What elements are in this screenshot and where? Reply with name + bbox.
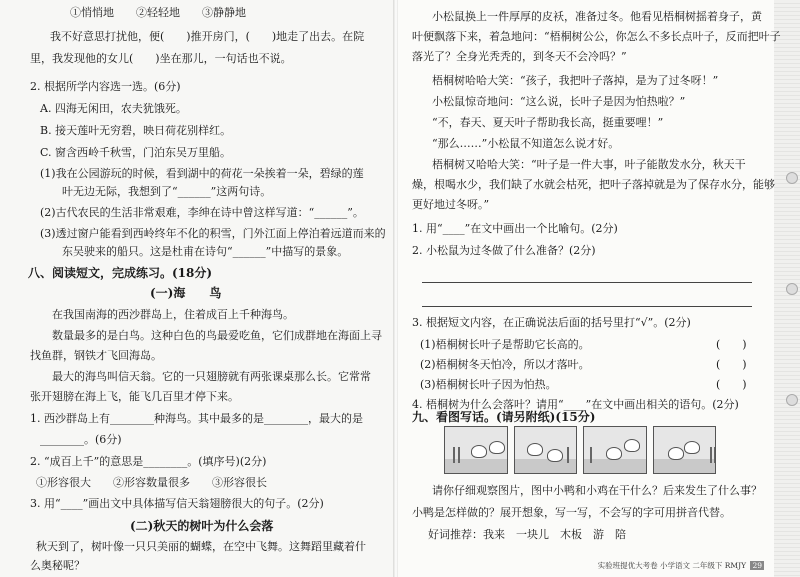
story-2-question-3: 3. 根据短文内容，在正确说法后面的括号里打“√”。(2分)	[412, 316, 691, 329]
story-2-para-1b: 么奥秘呢？	[30, 559, 85, 572]
answer-line	[422, 282, 752, 283]
story-1-question-2-options: ①形容很大 ②形容数量很多 ③形容很长	[36, 476, 267, 489]
section-9-heading: 九、看图写话。(请另附纸)(15分)	[412, 410, 596, 424]
option-c: C. 窗含西岭千秋雪，门泊东吴万里船。	[40, 146, 232, 159]
story-2-right-5: 小松鼠惊奇地问：“这么说，长叶子是因为怕热啦？”	[432, 95, 686, 108]
story-2-question-4: 4. 梧桐树为什么会落叶？请用“____”在文中画出相关的语句。(2分)	[412, 398, 739, 411]
sub-question-2: (2)古代农民的生活非常艰难，李绅在诗中曾这样写道：“______”。	[40, 206, 364, 219]
story-1-question-1b: ________。(6分)	[40, 433, 122, 446]
story-2-question-2: 2. 小松鼠为过冬做了什么准备？(2分)	[412, 244, 596, 257]
sub-question-1a: (1)我在公园游玩的时候，看到湖中的荷花一朵挨着一朵，碧绿的莲	[40, 167, 364, 180]
picture-1	[444, 426, 508, 474]
writing-prompt-1: 请你仔细观察图片，图中小鸭和小鸡在干什么？后来发生了什么事？	[432, 484, 762, 497]
story-2-right-9: 燥，根喝水少，我们缺了水就会枯死，把叶子落掉就是为了保存水分，能够	[412, 178, 775, 191]
page-footer	[598, 560, 764, 571]
judge-item-2: (2)梧桐树冬天怕冷，所以才落叶。	[420, 358, 590, 371]
recommended-words: 好词推荐：我来 一块儿 木板 游 陪	[428, 528, 626, 541]
judge-item-3: (3)梧桐树长叶子因为怕热。	[420, 378, 557, 391]
picture-2	[514, 426, 578, 474]
binding-hole	[786, 394, 798, 406]
sub-question-3a: (3)透过窗户能看到西岭终年不化的积雪，门外江面上停泊着远道而来的	[40, 227, 386, 240]
right-page	[398, 0, 800, 577]
story-1-para-2a: 数量最多的是白鸟。这种白色的鸟最爱吃鱼，它们成群地在海面上寻	[52, 329, 382, 342]
fill-sentence-1: 我不好意思打扰他，便( )推开房门，( )地走了出去。在院	[50, 30, 365, 43]
story-2-right-3: 落光了？全身光秃秃的，到冬天不会冷吗？”	[412, 50, 627, 63]
story-2-right-10: 更好地过冬呀。”	[412, 198, 490, 211]
story-1-para-1: 在我国南海的西沙群岛上，住着成百上千种海鸟。	[52, 308, 294, 321]
word-options: ①悄悄地 ②轻轻地 ③静静地	[70, 6, 246, 19]
judge-paren-1: ( )	[716, 338, 747, 351]
story-2-right-1: 小松鼠换上一件厚厚的皮袄，准备过冬。他看见梧桐树摇着身子，黄	[432, 10, 762, 23]
section-8-heading: 八、阅读短文，完成练习。(18分)	[28, 266, 213, 280]
picture-4	[653, 426, 717, 474]
option-b: B. 接天莲叶无穷碧，映日荷花别样红。	[40, 124, 232, 137]
option-a: A. 四海无闲田，农夫犹饿死。	[40, 102, 187, 115]
judge-item-1: (1)梧桐树长叶子是帮助它长高的。	[420, 338, 590, 351]
story-2-right-6: “不，春天、夏天叶子帮助我长高，挺重要哩！”	[432, 116, 664, 129]
story-2-question-1: 1. 用“____”在文中画出一个比喻句。(2分)	[412, 222, 618, 235]
story-2-right-8: 梧桐树又哈哈大笑：“叶子是一件大事，叶子能散发水分，秋天干	[432, 158, 746, 171]
judge-paren-3: ( )	[716, 378, 747, 391]
story-1-para-2b: 找鱼群，钢铁才飞回海岛。	[30, 349, 162, 362]
story-2-right-2: 叶便飘落下来，着急地问：“梧桐树公公，你怎么不多长点叶子，反而把叶子	[412, 30, 781, 43]
question-2: 2. 根据所学内容选一选。(6分)	[30, 80, 181, 93]
picture-3	[583, 426, 647, 474]
fill-sentence-2: 里，我发现他的女儿( )坐在那儿，一句话也不说。	[30, 52, 292, 65]
story-2-right-4: 梧桐树哈哈大笑：“孩子，我把叶子落掉，是为了过冬呀！”	[432, 74, 719, 87]
story-2-title: (二)秋天的树叶为什么会落	[130, 519, 274, 533]
answer-line	[422, 306, 752, 307]
picture-sequence	[444, 426, 716, 474]
binding-hole	[786, 283, 798, 295]
page-number: 29	[752, 561, 762, 570]
story-2-right-7: “那么……”小松鼠不知道怎么说才好。	[432, 137, 620, 150]
story-1-question-3: 3. 用“____”画出文中具体描写信天翁翅膀很大的句子。(2分)	[30, 497, 324, 510]
judge-paren-2: ( )	[716, 358, 747, 371]
writing-prompt-2: 小鸭是怎样做的？展开想象，写一写，不会写的字可用拼音代替。	[412, 506, 731, 519]
sub-question-1b: 叶无边无际，我想到了“______”这两句诗。	[62, 185, 272, 198]
sub-question-3b: 东吴驶来的船只。这是杜甫在诗句“______”中描写的景象。	[62, 245, 349, 258]
left-page	[0, 0, 395, 577]
story-2-para-1a: 秋天到了，树叶像一只只美丽的蝴蝶，在空中飞舞。这舞蹈里藏着什	[36, 540, 366, 553]
story-1-para-3b: 张开翅膀在海上飞，能飞几百里才停下来。	[30, 390, 239, 403]
story-1-para-3a: 最大的海鸟叫信天翁。它的一只翅膀就有两张课桌那么长。它常常	[52, 370, 371, 383]
binding-hole	[786, 172, 798, 184]
story-1-title: (一)海 鸟	[150, 286, 222, 300]
footer-text: 实验班提优大考卷 小学语文 二年级下 RMJY	[597, 561, 747, 570]
story-1-question-1a: 1. 西沙群岛上有________种海鸟。其中最多的是________，最大的是	[30, 412, 363, 425]
story-1-question-2: 2. “成百上千”的意思是________。(填序号)(2分)	[30, 455, 267, 468]
